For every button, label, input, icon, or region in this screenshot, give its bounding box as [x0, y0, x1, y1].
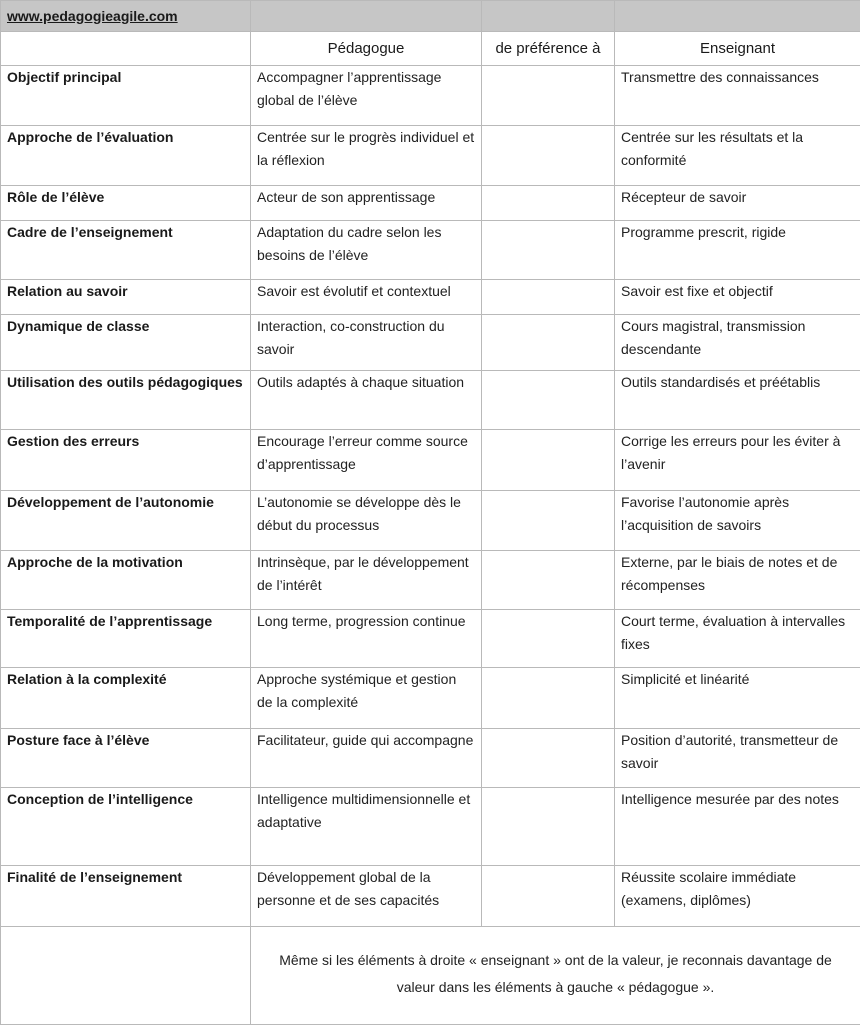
- preference-cell: [482, 221, 615, 280]
- criterion-cell: Approche de la motivation: [1, 551, 251, 610]
- enseignant-cell: Cours magistral, transmission descendante: [615, 315, 860, 371]
- pedagogue-cell: Centrée sur le progrès individuel et la réflexion: [251, 126, 482, 186]
- pedagogue-cell: Outils adaptés à chaque situation: [251, 371, 482, 430]
- pedagogue-cell: Accompagner l’apprentissage global de l’élève: [251, 66, 482, 126]
- enseignant-cell: Externe, par le biais de notes et de récompenses: [615, 551, 860, 610]
- criterion-cell: Rôle de l’élève: [1, 186, 251, 221]
- criterion-cell: Temporalité de l’apprentissage: [1, 610, 251, 668]
- header-enseignant: Enseignant: [615, 32, 860, 66]
- enseignant-cell: Corrige les erreurs pour les éviter à l’avenir: [615, 430, 860, 491]
- preference-cell: [482, 66, 615, 126]
- preference-cell: [482, 371, 615, 430]
- table-row: [1, 186, 860, 221]
- preference-cell: [482, 668, 615, 729]
- header-preference: de préférence à: [482, 32, 615, 66]
- enseignant-cell: Savoir est fixe et objectif: [615, 280, 860, 315]
- enseignant-cell: Outils standardisés et préétablis: [615, 371, 860, 430]
- pedagogue-cell: Adaptation du cadre selon les besoins de l’élève: [251, 221, 482, 280]
- pedagogue-cell: Savoir est évolutif et contextuel: [251, 280, 482, 315]
- pedagogue-cell: Facilitateur, guide qui accompagne: [251, 729, 482, 788]
- site-link[interactable]: www.pedagogieagile.com: [7, 8, 178, 24]
- preference-cell: [482, 866, 615, 927]
- note-cell: [251, 927, 860, 1025]
- preference-cell: [482, 126, 615, 186]
- enseignant-cell: Court terme, évaluation à intervalles fixes: [615, 610, 860, 668]
- table-row: [1, 221, 860, 280]
- table-row: [1, 66, 860, 126]
- preference-cell: [482, 491, 615, 551]
- header-pedagogue: Pédagogue: [251, 32, 482, 66]
- criterion-cell: Finalité de l’enseignement: [1, 866, 251, 927]
- note-empty-cell: [1, 927, 251, 1025]
- table-row: [1, 729, 860, 788]
- header-row: [1, 32, 860, 66]
- criterion-cell: Relation à la complexité: [1, 668, 251, 729]
- enseignant-cell: Intelligence mesurée par des notes: [615, 788, 860, 866]
- table-row: [1, 126, 860, 186]
- enseignant-cell: Centrée sur les résultats et la conformité: [615, 126, 860, 186]
- pedagogue-cell: Intrinsèque, par le développement de l’intérêt: [251, 551, 482, 610]
- preference-cell: [482, 610, 615, 668]
- site-bar-empty-cell: [251, 1, 482, 32]
- table-row: [1, 371, 860, 430]
- criterion-cell: Approche de l’évaluation: [1, 126, 251, 186]
- pedagogue-cell: Encourage l’erreur comme source d’apprentissage: [251, 430, 482, 491]
- pedagogue-cell: Intelligence multidimensionnelle et adaptative: [251, 788, 482, 866]
- table-row: [1, 491, 860, 551]
- preference-cell: [482, 729, 615, 788]
- note-text: Même si les éléments à droite « enseignant » ont de la valeur, je reconnais davantage de valeur dans les éléments à gauche « pédagogue ».: [257, 927, 854, 1001]
- enseignant-cell: Programme prescrit, rigide: [615, 221, 860, 280]
- pedagogue-cell: L’autonomie se développe dès le début du processus: [251, 491, 482, 551]
- site-cell: [1, 1, 251, 32]
- table-row: [1, 668, 860, 729]
- table-row: [1, 315, 860, 371]
- table-row: [1, 280, 860, 315]
- criterion-cell: Posture face à l’élève: [1, 729, 251, 788]
- preference-cell: [482, 315, 615, 371]
- preference-cell: [482, 788, 615, 866]
- site-bar: [1, 1, 860, 32]
- table-row: [1, 551, 860, 610]
- enseignant-cell: Transmettre des connaissances: [615, 66, 860, 126]
- preference-cell: [482, 186, 615, 221]
- table-row: [1, 430, 860, 491]
- pedagogue-cell: Acteur de son apprentissage: [251, 186, 482, 221]
- pedagogue-cell: Développement global de la personne et de ses capacités: [251, 866, 482, 927]
- criterion-cell: Objectif principal: [1, 66, 251, 126]
- enseignant-cell: Simplicité et linéarité: [615, 668, 860, 729]
- pedagogue-cell: Long terme, progression continue: [251, 610, 482, 668]
- table-row: [1, 610, 860, 668]
- pedagogue-cell: Interaction, co-construction du savoir: [251, 315, 482, 371]
- preference-cell: [482, 551, 615, 610]
- site-bar-empty-cell: [482, 1, 615, 32]
- table-row: [1, 866, 860, 927]
- criterion-cell: Gestion des erreurs: [1, 430, 251, 491]
- enseignant-cell: Favorise l’autonomie après l’acquisition de savoirs: [615, 491, 860, 551]
- header-criteria: [1, 32, 251, 66]
- preference-cell: [482, 280, 615, 315]
- criterion-cell: Développement de l’autonomie: [1, 491, 251, 551]
- criterion-cell: Cadre de l’enseignement: [1, 221, 251, 280]
- table-row: [1, 788, 860, 866]
- preference-cell: [482, 430, 615, 491]
- criterion-cell: Utilisation des outils pédagogiques: [1, 371, 251, 430]
- note-row: [1, 927, 860, 1025]
- enseignant-cell: Récepteur de savoir: [615, 186, 860, 221]
- enseignant-cell: Position d’autorité, transmetteur de savoir: [615, 729, 860, 788]
- criterion-cell: Conception de l’intelligence: [1, 788, 251, 866]
- criterion-cell: Relation au savoir: [1, 280, 251, 315]
- site-bar-empty-cell: [615, 1, 860, 32]
- enseignant-cell: Réussite scolaire immédiate (examens, diplômes): [615, 866, 860, 927]
- criterion-cell: Dynamique de classe: [1, 315, 251, 371]
- pedagogue-cell: Approche systémique et gestion de la complexité: [251, 668, 482, 729]
